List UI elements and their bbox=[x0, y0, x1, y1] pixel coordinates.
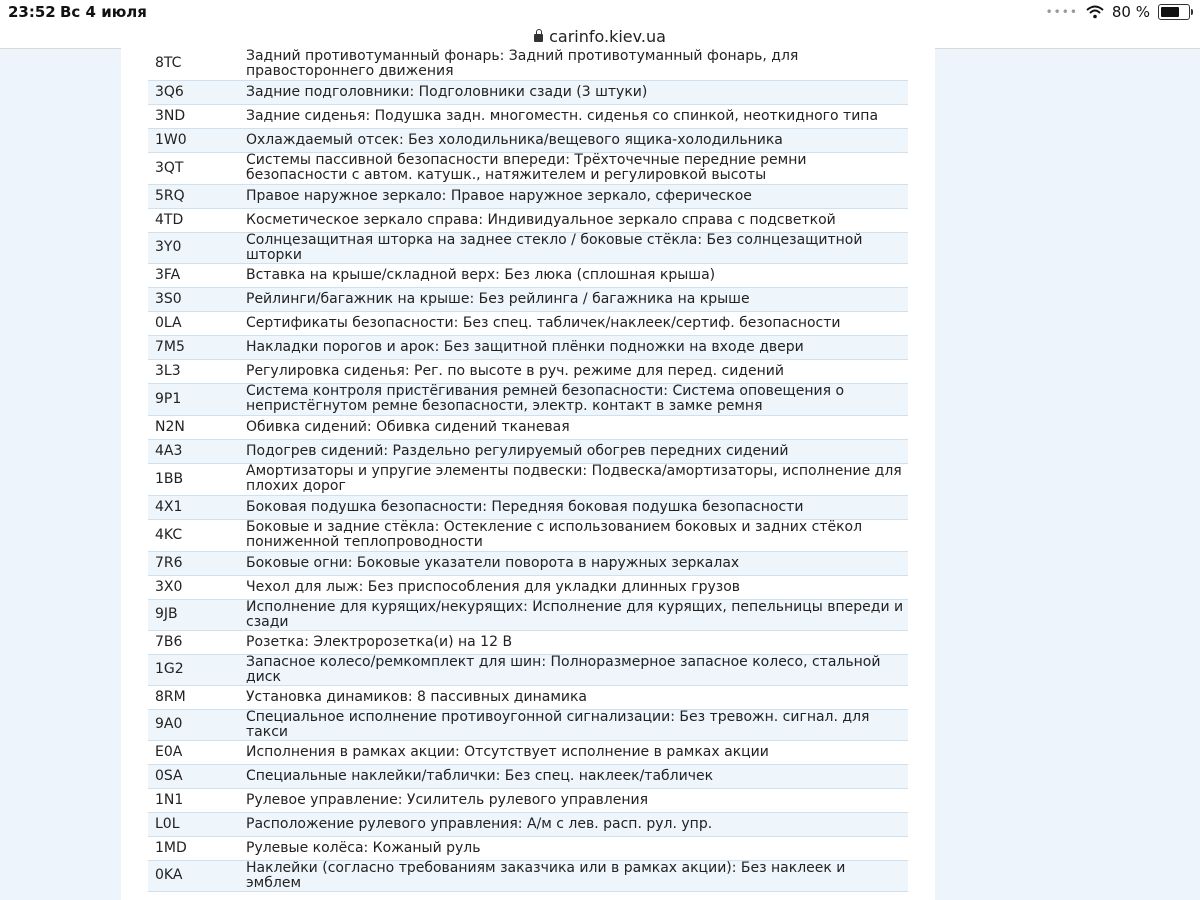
option-description: Системы пассивной безопасности впереди: Трёхточечные передние ремни безопасности с автом. катушк., натяжителем и регулировкой высоты bbox=[240, 152, 908, 184]
option-description: Система контроля пристёгивания ремней безопасности: Система оповещения о непристёгнутом ремне безопасности, электр. контакт в замке ремня bbox=[240, 383, 908, 415]
option-description: Запасное колесо/ремкомплект для шин: Полноразмерное запасное колесо, стальной диск bbox=[240, 654, 908, 685]
table-row bbox=[148, 311, 908, 335]
option-description: Подогрев сидений: Раздельно регулируемый обогрев передних сидений bbox=[240, 439, 908, 463]
table-row bbox=[148, 184, 908, 208]
option-code: 8RM bbox=[148, 685, 240, 709]
option-code: E0A bbox=[148, 740, 240, 764]
option-code: 9P1 bbox=[148, 383, 240, 415]
table-row bbox=[148, 463, 908, 495]
option-code: 7M5 bbox=[148, 335, 240, 359]
table-row bbox=[148, 654, 908, 685]
option-description: Боковая подушка безопасности: Передняя боковая подушка безопасности bbox=[240, 495, 908, 519]
option-description: Охлаждаемый отсек: Без холодильника/вещевого ящика-холодильника bbox=[240, 128, 908, 152]
option-code: 3L3 bbox=[148, 359, 240, 383]
option-description: Амортизаторы и упругие элементы подвески: Подвеска/амортизаторы, исполнение для плохих дорог bbox=[240, 463, 908, 495]
table-row bbox=[148, 788, 908, 812]
option-description: Специальное исполнение противоугонной сигнализации: Без тревожн. сигнал. для такси bbox=[240, 709, 908, 740]
option-description: Солнцезащитная шторка на заднее стекло / боковые стёкла: Без солнцезащитной шторки bbox=[240, 232, 908, 263]
option-description: Накладки порогов и арок: Без защитной плёнки подножки на входе двери bbox=[240, 335, 908, 359]
status-date: Вс 4 июля bbox=[60, 3, 147, 21]
option-code: 1N1 bbox=[148, 788, 240, 812]
table-row bbox=[148, 836, 908, 860]
option-code: 9A0 bbox=[148, 709, 240, 740]
option-code: 7R6 bbox=[148, 551, 240, 575]
option-code: 3Q6 bbox=[148, 80, 240, 104]
battery-icon bbox=[1158, 4, 1190, 20]
table-row bbox=[148, 495, 908, 519]
option-description: Боковые и задние стёкла: Остекление с использованием боковых и задних стёкол пониженной теплопроводности bbox=[240, 519, 908, 551]
option-code: 3S0 bbox=[148, 287, 240, 311]
option-code: 3X0 bbox=[148, 575, 240, 599]
option-description: Обивка сидений: Обивка сидений тканевая bbox=[240, 415, 908, 439]
table-row bbox=[148, 599, 908, 630]
table-row bbox=[148, 519, 908, 551]
option-description: Чехол для лыж: Без приспособления для укладки длинных грузов bbox=[240, 575, 908, 599]
option-code: 1MD bbox=[148, 836, 240, 860]
option-description: Задние сиденья: Подушка задн. многоместн. сиденья со спинкой, неоткидного типа bbox=[240, 104, 908, 128]
table-row bbox=[148, 263, 908, 287]
option-code: 4TD bbox=[148, 208, 240, 232]
option-description: Задний противотуманный фонарь: Задний противотуманный фонарь, для правостороннего движения bbox=[240, 48, 908, 80]
option-code: 3Y0 bbox=[148, 232, 240, 263]
table-row bbox=[148, 232, 908, 263]
option-code: 4KC bbox=[148, 519, 240, 551]
table-row bbox=[148, 383, 908, 415]
table-row bbox=[148, 764, 908, 788]
equipment-table bbox=[148, 48, 908, 892]
option-code: 9JB bbox=[148, 599, 240, 630]
table-row bbox=[148, 709, 908, 740]
table-row bbox=[148, 287, 908, 311]
url-text[interactable]: carinfo.kiev.ua bbox=[549, 26, 666, 46]
table-row bbox=[148, 359, 908, 383]
table-row bbox=[148, 740, 908, 764]
status-bar bbox=[0, 0, 1200, 24]
option-code: 3FA bbox=[148, 263, 240, 287]
option-code: 4X1 bbox=[148, 495, 240, 519]
option-description: Правое наружное зеркало: Правое наружное зеркало, сферическое bbox=[240, 184, 908, 208]
table-row bbox=[148, 685, 908, 709]
table-row bbox=[148, 812, 908, 836]
option-description: Наклейки (согласно требованиям заказчика или в рамках акции): Без наклеек и эмблем bbox=[240, 860, 908, 891]
option-code: 0KA bbox=[148, 860, 240, 891]
option-description: Рулевые колёса: Кожаный руль bbox=[240, 836, 908, 860]
cellular-signal-icon: •••• bbox=[1045, 5, 1078, 19]
option-description: Регулировка сиденья: Рег. по высоте в руч. режиме для перед. сидений bbox=[240, 359, 908, 383]
option-code: 1G2 bbox=[148, 654, 240, 685]
option-code: 3QT bbox=[148, 152, 240, 184]
table-row bbox=[148, 439, 908, 463]
option-description: Рейлинги/багажник на крыше: Без рейлинга / багажника на крыше bbox=[240, 287, 908, 311]
address-bar[interactable] bbox=[0, 24, 1200, 49]
option-code: 4A3 bbox=[148, 439, 240, 463]
table-row bbox=[148, 152, 908, 184]
option-code: 0LA bbox=[148, 311, 240, 335]
option-description: Рулевое управление: Усилитель рулевого управления bbox=[240, 788, 908, 812]
wifi-icon bbox=[1086, 5, 1104, 19]
option-description: Розетка: Электророзетка(и) на 12 В bbox=[240, 630, 908, 654]
option-description: Задние подголовники: Подголовники сзади (3 штуки) bbox=[240, 80, 908, 104]
option-code: N2N bbox=[148, 415, 240, 439]
option-description: Исполнения в рамках акции: Отсутствует исполнение в рамках акции bbox=[240, 740, 908, 764]
option-description: Исполнение для курящих/некурящих: Исполнение для курящих, пепельницы впереди и сзади bbox=[240, 599, 908, 630]
option-code: 5RQ bbox=[148, 184, 240, 208]
option-code: 1BB bbox=[148, 463, 240, 495]
option-code: 7B6 bbox=[148, 630, 240, 654]
option-code: 1W0 bbox=[148, 128, 240, 152]
option-description: Сертификаты безопасности: Без спец. табличек/наклеек/сертиф. безопасности bbox=[240, 311, 908, 335]
table-row bbox=[148, 575, 908, 599]
status-indicators bbox=[1046, 3, 1190, 21]
table-row bbox=[148, 415, 908, 439]
table-row bbox=[148, 208, 908, 232]
option-code: 8TC bbox=[148, 48, 240, 80]
option-code: 3ND bbox=[148, 104, 240, 128]
option-description: Расположение рулевого управления: А/м с лев. расп. рул. упр. bbox=[240, 812, 908, 836]
table-row bbox=[148, 104, 908, 128]
status-time: 23:52 bbox=[8, 3, 56, 21]
table-row bbox=[148, 860, 908, 891]
table-row bbox=[148, 551, 908, 575]
table-row bbox=[148, 48, 908, 80]
page-content bbox=[121, 48, 935, 900]
table-row bbox=[148, 80, 908, 104]
option-code: L0L bbox=[148, 812, 240, 836]
battery-percentage: 80 % bbox=[1111, 3, 1150, 21]
table-row bbox=[148, 128, 908, 152]
option-description: Вставка на крыше/складной верх: Без люка (сплошная крыша) bbox=[240, 263, 908, 287]
lock-icon bbox=[534, 34, 543, 42]
option-description: Специальные наклейки/таблички: Без спец. наклеек/табличек bbox=[240, 764, 908, 788]
option-code: 0SA bbox=[148, 764, 240, 788]
option-description: Косметическое зеркало справа: Индивидуальное зеркало справа с подсветкой bbox=[240, 208, 908, 232]
table-row bbox=[148, 335, 908, 359]
option-description: Боковые огни: Боковые указатели поворота в наружных зеркалах bbox=[240, 551, 908, 575]
table-row bbox=[148, 630, 908, 654]
option-description: Установка динамиков: 8 пассивных динамика bbox=[240, 685, 908, 709]
